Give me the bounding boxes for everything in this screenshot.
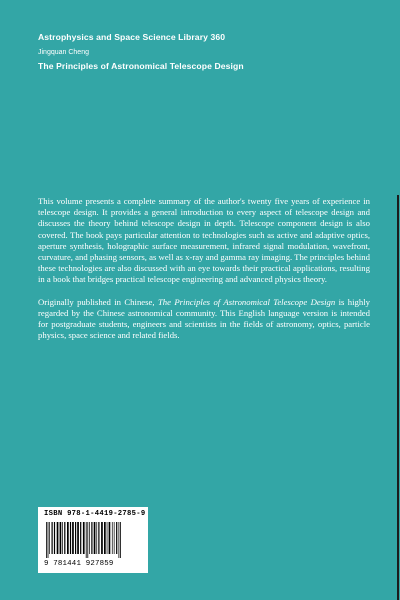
back-cover-blurb	[38, 196, 370, 352]
blurb-paragraph-2	[38, 297, 370, 342]
blurb-paragraph-2-start: Originally published in Chinese,	[38, 296, 158, 307]
blurb-book-title-italic: The Principles of Astronomical Telescope Design	[157, 296, 336, 307]
barcode-digits: 9 781441 927859	[44, 560, 114, 568]
blurb-paragraph-1: This volume presents a complete summary of the author's twenty five years of experience in telescope design. It provides a general introduction to every aspect of telescope design and discusses the theory behind telescope design in depth. Telescope component design is also covered. The book pays particular attention to technologies such as active and adaptive optics, aperture synthesis, holographic surface measurement, infrared signal modulation, wavefront, curvature, and phasing sensors, as well as x-ray and gamma ray imaging. The principles behind these technologies are also discussed with an eye towards their practical applications, resulting in a book that bridges practical telescope engineering and advanced physics theory.	[38, 196, 370, 285]
barcode-bars	[46, 522, 142, 558]
book-title: The Principles of Astronomical Telescope Design	[38, 61, 244, 71]
blurb-paragraph-2-end: is highly regarded by the Chinese astronomical community. This English language version is intended for postgraduate students, engineers and scientists in the fields of astronomy, optics, particle physics, space science and related fields.	[38, 296, 370, 341]
spine-edge-line	[397, 195, 399, 600]
isbn-label: ISBN 978-1-4419-2785-9	[44, 510, 146, 518]
author-name: Jingquan Cheng	[38, 49, 89, 56]
series-title: Astrophysics and Space Science Library 360	[38, 32, 226, 42]
